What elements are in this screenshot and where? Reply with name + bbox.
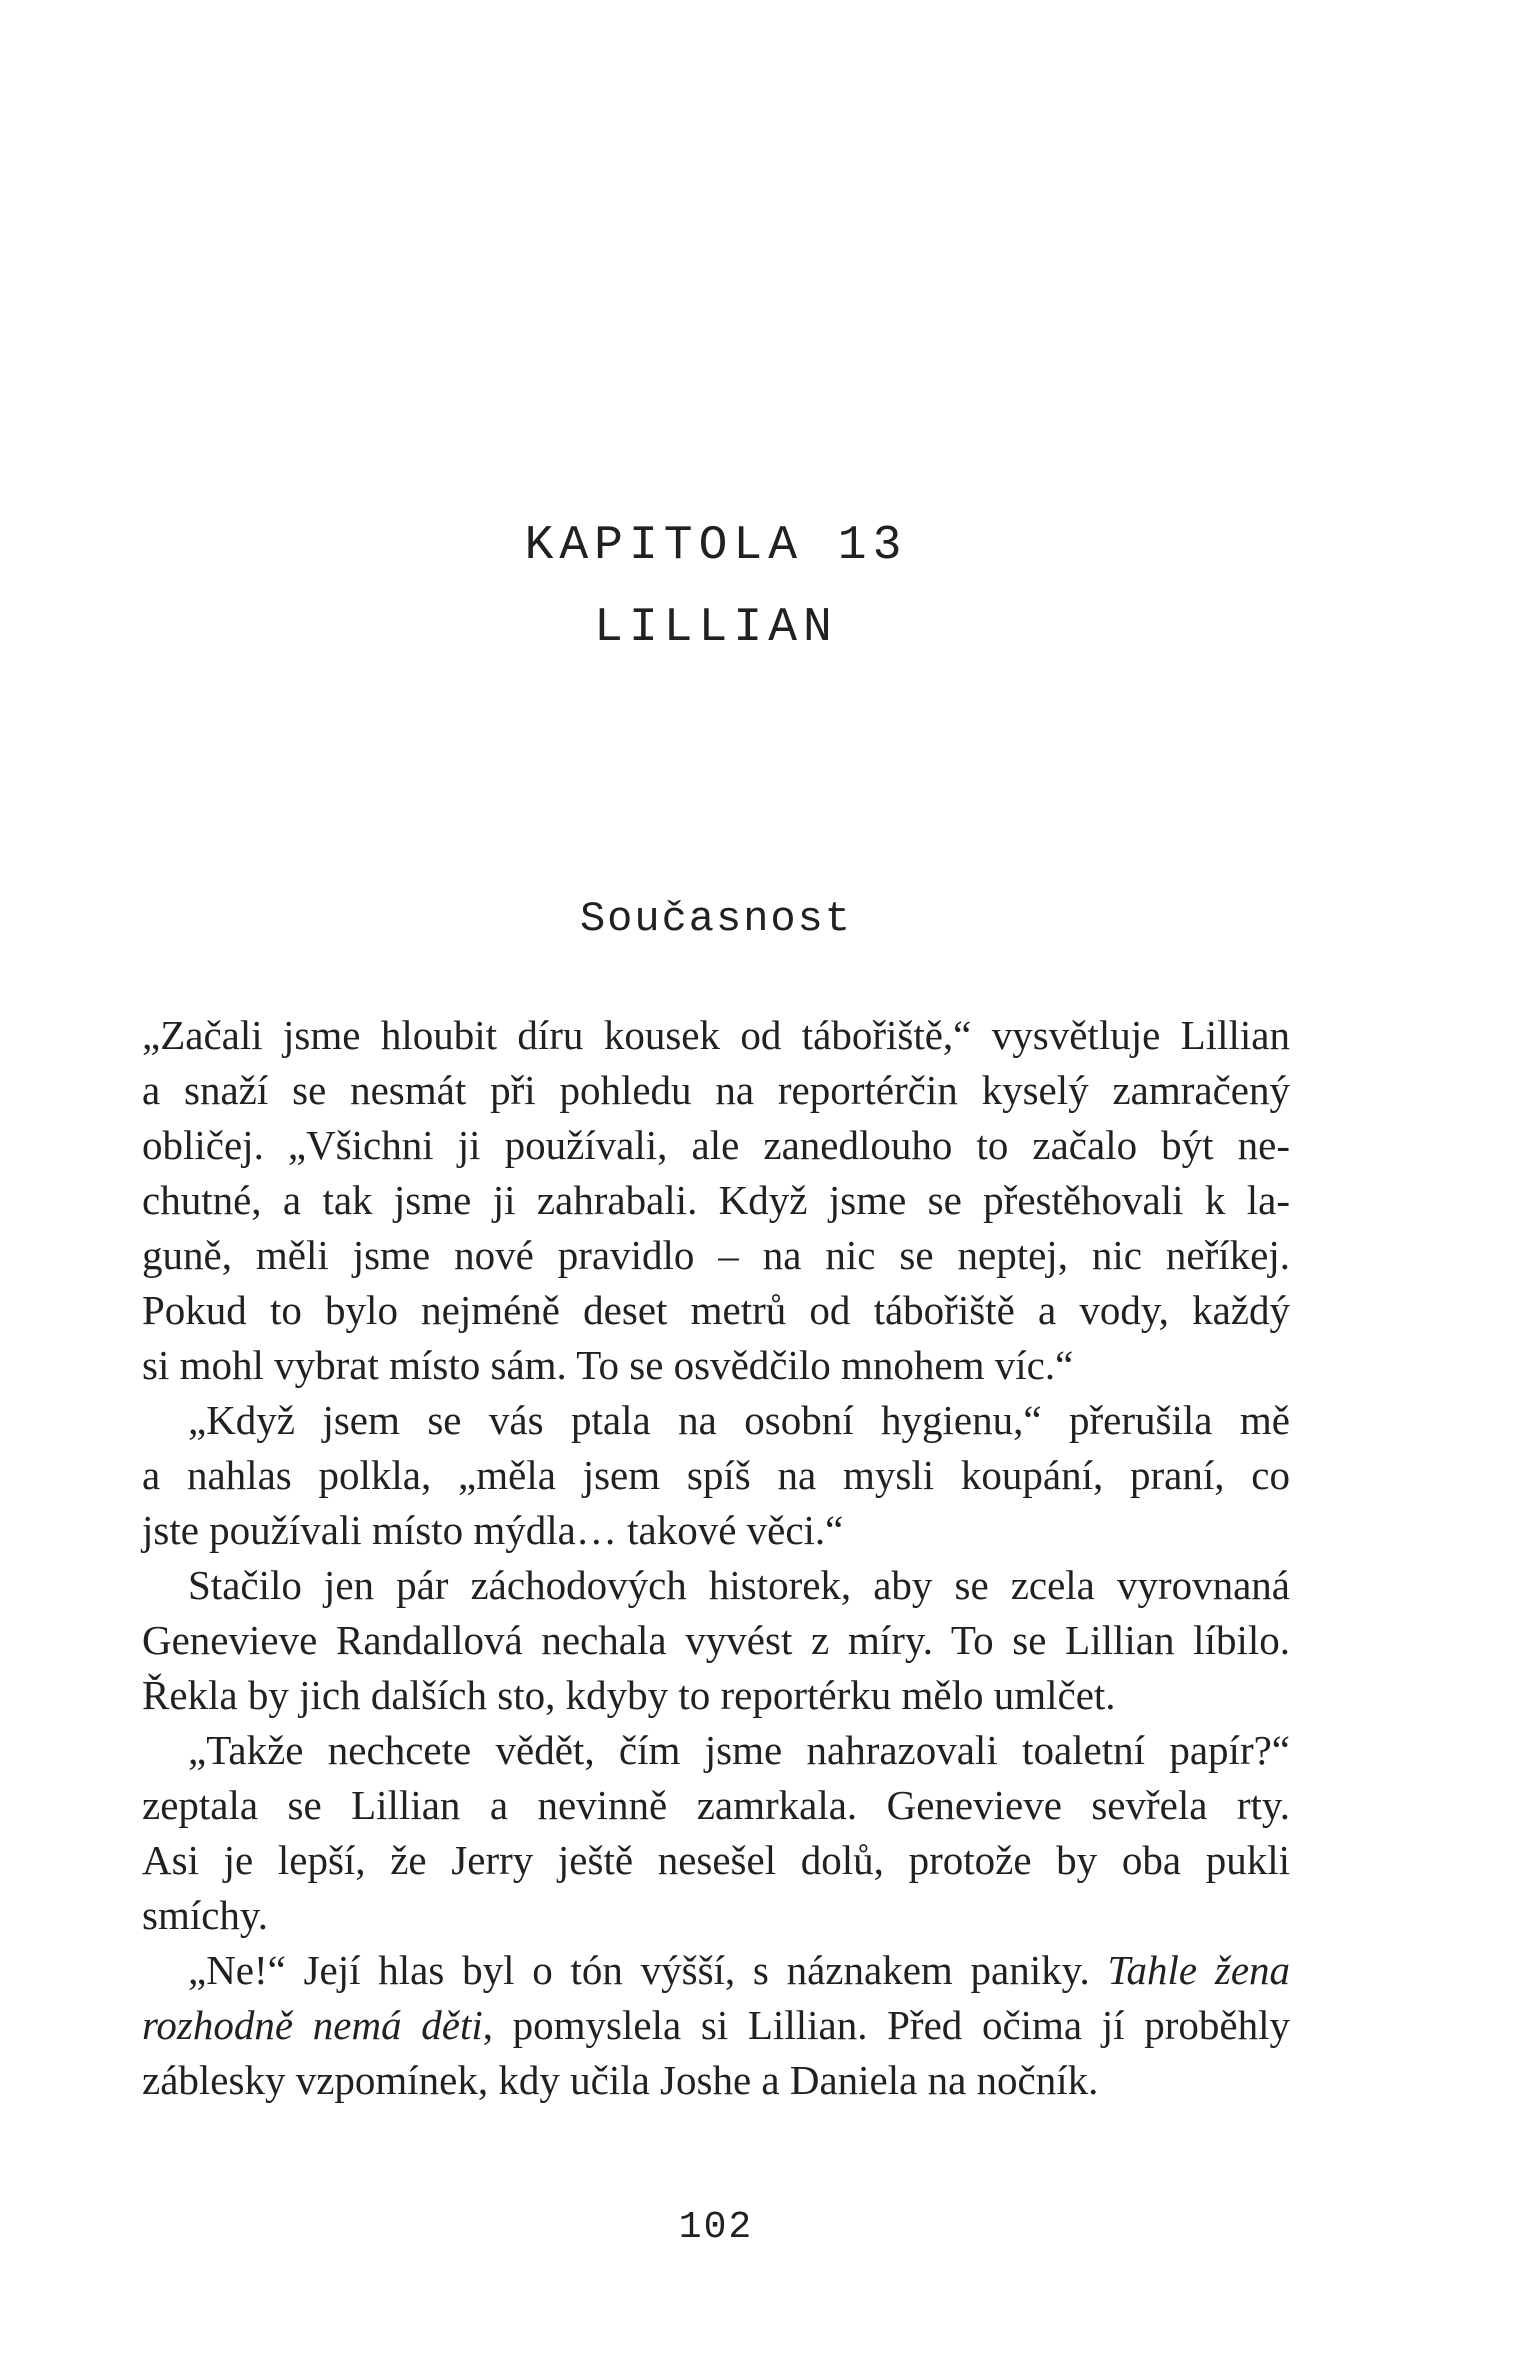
text-segment: obličej. „Všichni ji používali, ale zanedlouho to začalo být ne- <box>142 1122 1290 1168</box>
text-line <box>142 1503 1290 1558</box>
text-line <box>142 1613 1290 1668</box>
text-segment: Asi je lepší, že Jerry ještě nesešel dolů, protože by oba pukli <box>142 1837 1290 1883</box>
text-segment: a nahlas polkla, „měla jsem spíš na mysli koupání, praní, co <box>142 1452 1290 1498</box>
text-segment: Genevieve Randallová nechala vyvést z míry. To se Lillian líbilo. <box>142 1617 1290 1663</box>
chapter-title: LILLIAN <box>594 601 838 655</box>
italic-text-segment: rozhodně nemá děti <box>142 2002 483 2048</box>
text-line <box>142 1888 1290 1943</box>
text-segment: Řekla by jich dalších sto, kdyby to reportérku mělo umlčet. <box>142 1672 1116 1718</box>
text-segment: chutné, a tak jsme ji zahrabali. Když jsme se přestěhovali k la- <box>142 1177 1290 1223</box>
text-segment: záblesky vzpomínek, kdy učila Joshe a Daniela na nočník. <box>142 2057 1099 2103</box>
text-line <box>142 1283 1290 1338</box>
paragraph <box>142 1723 1290 1943</box>
text-segment: smíchy. <box>142 1892 269 1938</box>
text-segment: si mohl vybrat místo sám. To se osvědčilo mnohem víc.“ <box>142 1342 1074 1388</box>
text-line <box>142 1008 1290 1063</box>
chapter-heading <box>142 505 1290 669</box>
text-segment: „Ne!“ Její hlas byl o tón výšší, s náznakem paniky. <box>188 1947 1108 1993</box>
text-line <box>142 1228 1290 1283</box>
text-line <box>142 1943 1290 1998</box>
text-segment: zeptala se Lillian a nevinně zamrkala. Genevieve sevřela rty. <box>142 1782 1290 1828</box>
text-line <box>142 1723 1290 1778</box>
text-line <box>142 1393 1290 1448</box>
text-line <box>142 2053 1290 2108</box>
paragraph <box>142 1393 1290 1558</box>
section-heading: Současnost <box>579 895 853 943</box>
text-segment: „Začali jsme hloubit díru kousek od tábořiště,“ vysvětluje Lillian <box>142 1012 1290 1058</box>
body-text <box>142 1008 1290 2108</box>
text-line <box>142 1063 1290 1118</box>
text-segment: guně, měli jsme nové pravidlo – na nic se neptej, nic neříkej. <box>142 1232 1290 1278</box>
text-line <box>142 1778 1290 1833</box>
text-segment: „Takže nechcete vědět, čím jsme nahrazovali toaletní papír?“ <box>188 1727 1290 1773</box>
text-segment: „Když jsem se vás ptala na osobní hygienu,“ přerušila mě <box>188 1397 1290 1443</box>
text-segment: , pomyslela si Lillian. Před očima jí proběhly <box>482 2002 1290 2048</box>
paragraph <box>142 1558 1290 1723</box>
text-line <box>142 1173 1290 1228</box>
text-segment: Stačilo jen pár záchodových historek, aby se zcela vyrovnaná <box>188 1562 1290 1608</box>
text-segment: Pokud to bylo nejméně deset metrů od tábořiště a vody, každý <box>142 1287 1290 1333</box>
page-number: 102 <box>678 2206 754 2249</box>
italic-text-segment: Tahle žena <box>1107 1947 1291 1993</box>
text-line <box>142 1338 1290 1393</box>
text-line <box>142 1558 1290 1613</box>
text-line <box>142 1448 1290 1503</box>
text-segment: jste používali místo mýdla… takové věci.“ <box>142 1507 844 1553</box>
paragraph <box>142 1943 1290 2108</box>
chapter-number: KAPITOLA 13 <box>524 519 908 573</box>
text-segment: a snaží se nesmát při pohledu na reportérčin kyselý zamračený <box>142 1067 1290 1113</box>
text-line <box>142 1833 1290 1888</box>
text-line <box>142 1118 1290 1173</box>
paragraph <box>142 1008 1290 1393</box>
text-line <box>142 1998 1290 2053</box>
text-line <box>142 1668 1290 1723</box>
